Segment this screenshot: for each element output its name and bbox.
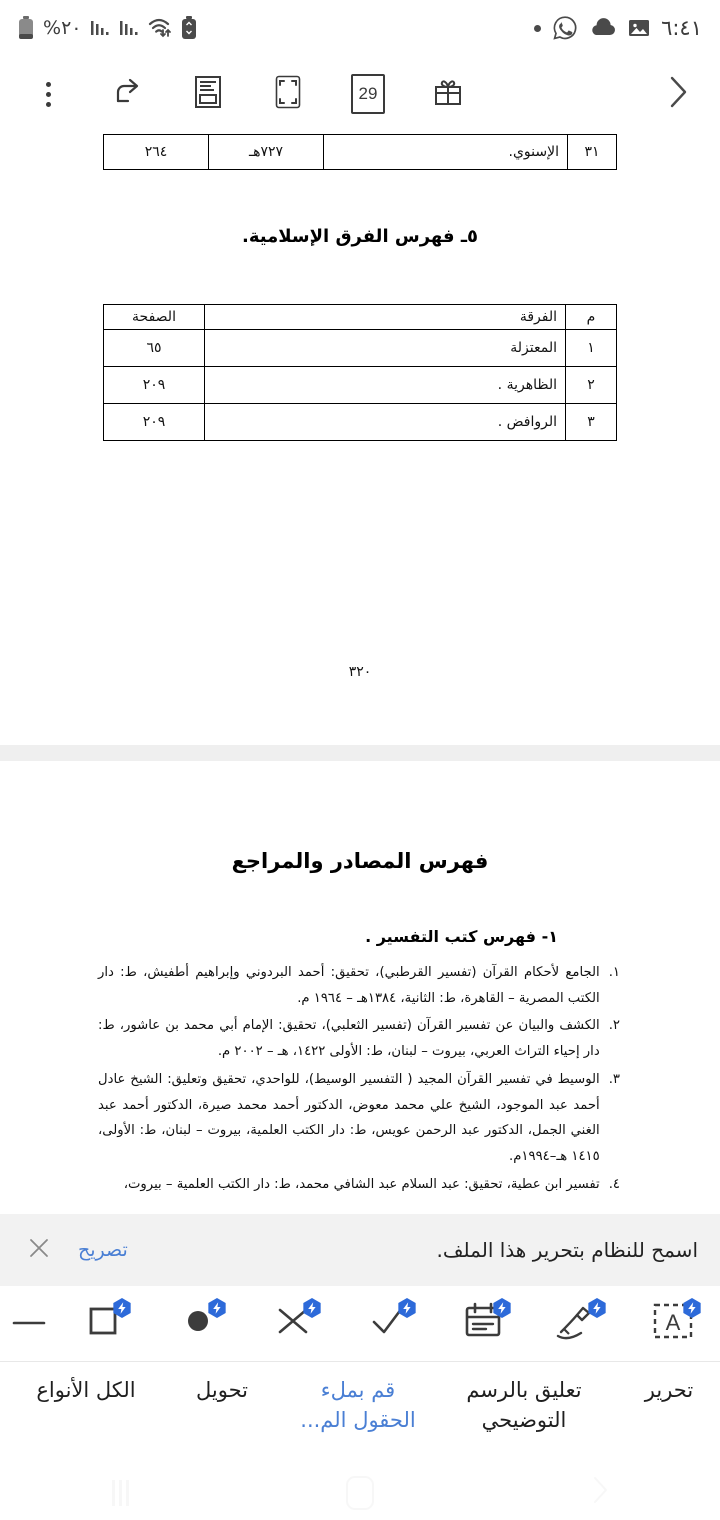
back-chevron-icon: [590, 1475, 610, 1510]
row-sect: الظاهرية .: [205, 367, 566, 404]
battery-icon: [18, 16, 34, 40]
checkmark-tool-button[interactable]: [340, 1286, 435, 1362]
tab-convert[interactable]: تحويل: [196, 1378, 248, 1402]
reference-number: ١.: [608, 965, 620, 980]
reference-number: ٢.: [608, 1018, 620, 1034]
islamic-sects-index-table: [103, 304, 617, 441]
tab-edit[interactable]: تحرير: [644, 1378, 694, 1402]
list-item: [98, 1067, 620, 1170]
status-bar-clock: ٦:٤١: [661, 16, 702, 40]
bottom-tab-bar: [0, 1363, 720, 1465]
row-date: ٧٢٧هـ: [209, 135, 324, 170]
row-sect: المعتزلة: [205, 330, 566, 367]
fit-page-icon: [275, 75, 301, 114]
permission-banner: [0, 1214, 720, 1286]
pdf-page-1: [0, 132, 720, 745]
image-icon: [628, 17, 650, 39]
premium-badge-icon: [206, 1297, 228, 1319]
premium-badge-icon: [491, 1297, 513, 1319]
back-button[interactable]: [555, 1471, 645, 1515]
cross-tool-button[interactable]: [245, 1286, 340, 1362]
reading-mode-button[interactable]: [186, 72, 230, 116]
reference-text: الكشف والبيان عن تفسير القرآن (تفسير الثعلبي)، تحقيق: الإمام أبي محمد بن عاشور، ط: دار إحياء التراث العربي، بيروت – لبنان، ط: الأولى ١٤٢٢، هـ – ٢٠٠٢ م.: [98, 1018, 600, 1060]
reference-number: ٤.: [608, 1176, 620, 1192]
continued-index-table: [103, 134, 617, 170]
pdf-page-2: [0, 849, 720, 1198]
status-bar-right: [534, 15, 702, 41]
header-sect: الفرقة: [205, 305, 566, 330]
notification-dot-icon: [534, 25, 541, 32]
page-count-button[interactable]: [346, 72, 390, 116]
line-tool-button[interactable]: [3, 1286, 55, 1362]
app-toolbar: [0, 56, 720, 132]
references-subtitle: ١- فهرس كتب التفسير .: [365, 927, 558, 946]
premium-badge-icon: [586, 1297, 608, 1319]
cloud-icon: [589, 18, 617, 38]
document-viewer[interactable]: [0, 132, 720, 1214]
premium-badge-icon: [301, 1297, 323, 1319]
date-tool-button[interactable]: [435, 1286, 530, 1362]
list-item: [98, 1013, 620, 1064]
wifi-icon: [148, 17, 172, 39]
gift-button[interactable]: [426, 72, 470, 116]
chevron-right-icon: [665, 74, 691, 115]
battery-percent-label: %٢٠: [43, 17, 82, 39]
reference-text: الوسيط في تفسير القرآن المجيد ( التفسير الوسيط)، للواحدي، تحقيق وتعليق: الشيخ عادل أحمد عبد الموجود، الشيخ علي محمد معوض، الدكتور أحمد محمد صيرة، الدكتور أحمد عبد الغني الجمل، الدكتور عبد الرحمن عويس، ط: دار الكتب العلمية، بيروت – لبنان، ط: الأولى، ١٤١٥ هـ–١٩٩٤م.: [98, 1071, 600, 1165]
home-icon: [346, 1476, 374, 1510]
status-bar: [0, 0, 720, 56]
reference-list: [0, 960, 720, 1198]
references-title: فهرس المصادر والمراجع: [231, 849, 489, 873]
section-heading: ٥ـ فهرس الفرق الإسلامية.: [241, 226, 479, 247]
whatsapp-icon: [552, 15, 578, 41]
overflow-menu-button[interactable]: [26, 72, 70, 116]
signature-tool-button[interactable]: [530, 1286, 625, 1362]
table-row: [104, 367, 617, 404]
page-separator: [0, 745, 720, 761]
dot-tool-button[interactable]: [150, 1286, 245, 1362]
row-page: ٢٠٩: [104, 404, 205, 441]
signal-bars-icon: [119, 18, 139, 38]
home-button[interactable]: [315, 1471, 405, 1515]
premium-badge-icon: [681, 1297, 703, 1319]
kebab-menu-icon: [46, 82, 51, 107]
share-icon: [112, 76, 144, 113]
premium-badge-icon: [396, 1297, 418, 1319]
recents-button[interactable]: [75, 1471, 165, 1515]
row-number: ٢: [566, 367, 617, 404]
gift-icon: [432, 76, 464, 113]
page-count-badge: 29: [351, 74, 385, 114]
recents-icon: [112, 1480, 129, 1506]
list-item: [98, 1172, 620, 1198]
row-page: ٢٠٩: [104, 367, 205, 404]
reference-text: تفسير ابن عطية، تحقيق: عبد السلام عبد الشافي محمد، ط: دار الكتب العلمية – بيروت،: [123, 1176, 600, 1192]
premium-badge-icon: [111, 1297, 133, 1319]
row-number: ١: [566, 330, 617, 367]
textbox-tool-button[interactable]: [625, 1286, 720, 1362]
tab-all-types[interactable]: الكل الأنواع: [36, 1378, 136, 1402]
fit-page-button[interactable]: [266, 72, 310, 116]
close-banner-button[interactable]: [22, 1233, 56, 1267]
annotation-tools-row: [0, 1286, 720, 1362]
signal-bars-icon: [90, 18, 110, 38]
header-page: الصفحة: [104, 305, 205, 330]
table-row: [104, 404, 617, 441]
header-num: م: [566, 305, 617, 330]
row-name: الإسنوي.: [324, 135, 568, 170]
grant-permission-button[interactable]: تصريح: [78, 1239, 128, 1261]
row-sect: الروافض .: [205, 404, 566, 441]
tab-fill-forms[interactable]: قم بملء الحقول الم...: [300, 1378, 416, 1433]
table-header-row: [104, 305, 617, 330]
android-navigation-bar: [0, 1465, 720, 1520]
status-bar-left: [18, 16, 197, 40]
row-number: ٣١: [568, 135, 617, 170]
permission-message: اسمح للنظام بتحرير هذا الملف.: [436, 1238, 698, 1262]
table-row: [104, 135, 617, 170]
row-number: ٣: [566, 404, 617, 441]
reference-text: الجامع لأحكام القرآن (تفسير القرطبي)، تحقيق: أحمد البردوني وإبراهيم أطفيش، ط: دار الكتب المصرية – القاهرة، ط: الثانية، ١٣٨٤هـ – ١٩٦٤ م.: [98, 965, 600, 1006]
svg-text:A: A: [665, 1310, 680, 1335]
page-number-label: ٣٢٠: [348, 664, 372, 680]
close-icon: [27, 1236, 51, 1265]
table-row: [104, 330, 617, 367]
reference-number: ٣.: [608, 1071, 620, 1087]
line-icon: [12, 1315, 46, 1333]
row-page: ٦٥: [104, 330, 205, 367]
row-page: ٢٦٤: [104, 135, 209, 170]
expand-toolbar-button[interactable]: [656, 72, 700, 116]
battery-saver-icon: [181, 16, 197, 40]
square-tool-button[interactable]: [55, 1286, 150, 1362]
reading-mode-icon: [194, 75, 222, 114]
share-button[interactable]: [106, 72, 150, 116]
list-item: [98, 960, 620, 1011]
tab-annotate[interactable]: تعليق بالرسم التوضيحي: [466, 1378, 582, 1433]
toolbar-actions: [26, 72, 656, 116]
